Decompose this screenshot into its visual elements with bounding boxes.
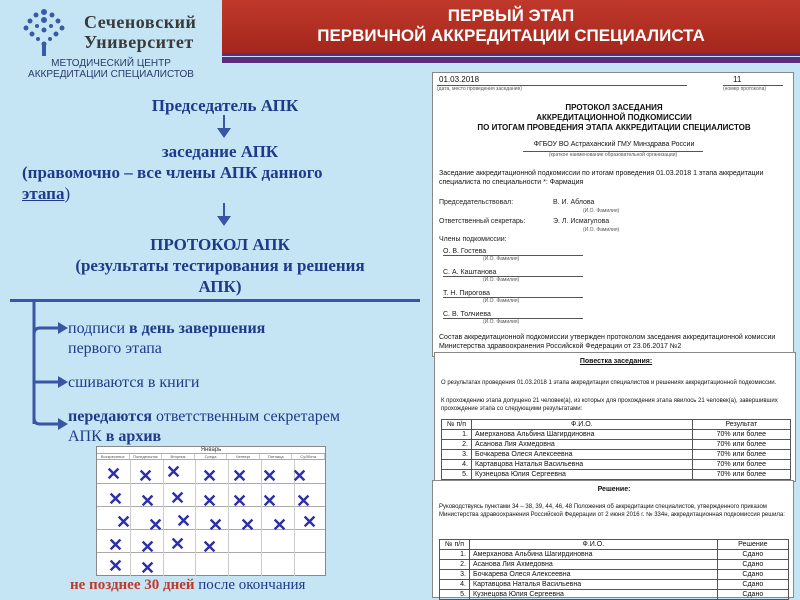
agenda-table-header xyxy=(442,420,791,430)
member-name: О. В. Гостева xyxy=(443,248,583,256)
calendar-cross-mark: ✕ xyxy=(108,489,124,509)
table-row xyxy=(442,450,791,460)
logo-subtitle xyxy=(4,58,218,80)
calendar-cross-mark: ✕ xyxy=(262,491,278,511)
member-caption: (И.О. Фамилия) xyxy=(483,298,520,304)
table-cell: Асанова Лия Ахмедовна xyxy=(472,440,693,450)
protocol-number: 11 xyxy=(733,75,742,84)
table-cell: 5. xyxy=(440,590,470,600)
calendar-cross-mark: ✕ xyxy=(232,491,248,511)
calendar-cross-mark: ✕ xyxy=(140,558,156,578)
archive-bold-verb: передаются xyxy=(68,408,153,425)
calendar-cross-mark: ✕ xyxy=(296,491,312,511)
protocol-line-2: (результаты тестирования и решения xyxy=(75,256,365,275)
member-caption: (И.О. Фамилия) xyxy=(483,319,520,325)
calendar-cross-mark: ✕ xyxy=(240,515,256,535)
protocol-number-caption xyxy=(723,85,783,92)
protocol-heading-3: ПО ИТОГАМ ПРОВЕДЕНИЯ ЭТАПА АККРЕДИТАЦИИ СПЕЦИАЛИСТОВ xyxy=(477,123,751,132)
table-cell: 1. xyxy=(442,430,472,440)
table-cell: Сдано xyxy=(717,570,788,580)
table-row xyxy=(440,550,789,560)
meeting-line-3 xyxy=(10,183,430,204)
protocol-date: 01.03.2018 xyxy=(439,75,480,84)
archive-apk: АПК xyxy=(68,428,106,445)
bullet-signatures-line-1 xyxy=(68,319,265,339)
deadline-bold: не позднее 30 дней xyxy=(70,577,195,593)
flow-arrowhead-2 xyxy=(217,216,231,226)
members-list xyxy=(443,248,583,332)
calendar-cross-mark: ✕ xyxy=(106,464,122,484)
table-cell: Амерханова Альбина Шагирдиновна xyxy=(472,430,693,440)
calendar-marks xyxy=(96,446,326,576)
calendar-weekday: Вторник xyxy=(162,454,195,459)
table-cell: 3. xyxy=(442,450,472,460)
table-header-cell: № п/п xyxy=(440,540,470,550)
protocol-org: ФГБОУ ВО Астраханский ГМУ Минздрава России xyxy=(533,141,695,148)
table-row xyxy=(442,430,791,440)
logo-sub-line-1: МЕТОДИЧЕСКИЙ ЦЕНТР xyxy=(51,58,171,69)
member-row xyxy=(443,311,583,332)
meeting-line-3-stage: этапа xyxy=(22,184,65,203)
table-cell: 5. xyxy=(442,470,472,480)
calendar-weekday: Понедельник xyxy=(130,454,163,459)
table-cell: 70% или более xyxy=(692,470,790,480)
agenda-table-body xyxy=(442,430,791,480)
table-header-cell: Решение xyxy=(717,540,788,550)
calendar-cross-mark: ✕ xyxy=(166,462,182,482)
table-cell: Кузнецова Юлия Сергеевна xyxy=(472,470,693,480)
bullet-archive-line-2 xyxy=(68,427,340,447)
table-row xyxy=(440,560,789,570)
table-cell: Бочкарева Олеся Алексеевна xyxy=(472,450,693,460)
meeting-line-2: (правомочно – все члены АПК данного xyxy=(22,163,323,182)
section-divider xyxy=(10,299,420,302)
protocol-date-caption-text: (дата, место проведения заседания) xyxy=(437,86,522,92)
table-row xyxy=(440,590,789,600)
calendar-cross-mark: ✕ xyxy=(272,515,288,535)
calendar-cross-mark: ✕ xyxy=(292,466,308,486)
table-cell: 70% или более xyxy=(692,450,790,460)
table-cell: Картавцова Наталья Васильевна xyxy=(472,460,693,470)
protocol-intro: Заседание аккредитационной подкомиссии по итогам проведения 01.03.2018 1 этапа аккредитации специалиста по специальности *: Фармация xyxy=(439,170,764,186)
table-header-cell: № п/п xyxy=(442,420,472,430)
flow-step-protocol xyxy=(10,234,430,297)
calendar-cross-mark: ✕ xyxy=(140,537,156,557)
calendar-cross-mark: ✕ xyxy=(202,537,218,557)
table-row xyxy=(440,570,789,580)
chair-caption: (И.О. Фамилия) xyxy=(583,208,620,214)
title-line-2: ПЕРВИЧНОЙ АККРЕДИТАЦИИ СПЕЦИАЛИСТА xyxy=(317,26,705,45)
table-row xyxy=(442,470,791,480)
member-row xyxy=(443,248,583,269)
calendar-cross-mark: ✕ xyxy=(202,491,218,511)
table-cell: Кузнецова Юлия Сергеевна xyxy=(470,590,718,600)
archive-text: ответственным секретарем xyxy=(152,408,341,425)
member-name: С. В. Толчиева xyxy=(443,311,583,319)
calendar-title: Январь xyxy=(97,447,325,454)
protocol-date-caption xyxy=(437,85,687,92)
calendar-cross-mark: ✕ xyxy=(202,466,218,486)
decision-table-header xyxy=(440,540,789,550)
slide-title xyxy=(222,0,800,56)
secretary-caption: (И.О. Фамилия) xyxy=(583,227,620,233)
flow-arrow-1 xyxy=(223,115,225,129)
table-cell: Бочкарева Олеся Алексеевна xyxy=(470,570,718,580)
table-cell: 70% или более xyxy=(692,440,790,450)
calendar-cross-mark: ✕ xyxy=(138,466,154,486)
flow-step-meeting xyxy=(10,141,430,204)
calendar-weekday: Воскресенье xyxy=(97,454,130,459)
agenda-text-2: К прохождению этапа допущено 21 человек(а), из которых для прохождения этапа явилось 21 человек(а), завершивших прохождение этапа со следующими результатами: xyxy=(441,398,778,412)
protocol-heading-1: ПРОТОКОЛ ЗАСЕДАНИЯ xyxy=(565,103,663,112)
member-caption: (И.О. Фамилия) xyxy=(483,277,520,283)
protocol-document xyxy=(432,72,794,357)
branch-arrows xyxy=(20,300,70,435)
protocol-number-caption-text: (номер протокола) xyxy=(723,86,767,92)
calendar-cross-mark: ✕ xyxy=(116,512,132,532)
table-cell: 2. xyxy=(442,440,472,450)
table-header-cell: Ф.И.О. xyxy=(470,540,718,550)
agenda-title: Повестка заседания: xyxy=(579,358,653,365)
calendar-weekday: Суббота xyxy=(292,454,325,459)
chair-label: Председательствовал: xyxy=(439,199,514,206)
protocol-heading-2: АККРЕДИТАЦИОННОЙ ПОДКОМИССИИ xyxy=(536,113,692,122)
calendar-cross-mark: ✕ xyxy=(262,466,278,486)
logo-sub-line-2: АККРЕДИТАЦИИ СПЕЦИАЛИСТОВ xyxy=(28,69,194,80)
table-cell: Асанова Лия Ахмедовна xyxy=(470,560,718,570)
table-cell: 3. xyxy=(440,570,470,580)
bullet-archive xyxy=(68,407,340,447)
bullet-bound-books: сшиваются в книги xyxy=(68,374,200,391)
member-row xyxy=(443,269,583,290)
calendar-cross-mark: ✕ xyxy=(232,466,248,486)
calendar-cross-mark: ✕ xyxy=(108,535,124,555)
title-line-1: ПЕРВЫЙ ЭТАП xyxy=(447,6,575,25)
agenda-document xyxy=(434,352,796,482)
bullet-signatures-line-2: первого этапа xyxy=(68,340,162,357)
calendar-weekday: Четверг xyxy=(227,454,260,459)
flow-arrowhead-1 xyxy=(217,128,231,138)
table-cell: 1. xyxy=(440,550,470,560)
protocol-heading xyxy=(433,103,795,133)
meeting-line-1: заседание АПК xyxy=(161,142,279,161)
flow-step-chair: Председатель АПК xyxy=(151,96,299,115)
bullet-archive-line-1 xyxy=(68,407,340,427)
archive-bold: в архив xyxy=(105,428,162,445)
signatures-bold: в день завершения xyxy=(129,320,266,337)
table-cell: 70% или более xyxy=(692,430,790,440)
decision-table-wrap xyxy=(439,539,789,600)
table-row xyxy=(442,440,791,450)
calendar-cross-mark: ✕ xyxy=(302,512,318,532)
table-cell: 70% или более xyxy=(692,460,790,470)
table-cell: Сдано xyxy=(717,560,788,570)
title-underline xyxy=(222,57,800,63)
table-cell: 4. xyxy=(440,580,470,590)
flow-arrow-2 xyxy=(223,203,225,217)
member-row xyxy=(443,290,583,311)
agenda-table-wrap xyxy=(441,419,791,480)
protocol-line-1: ПРОТОКОЛ АПК xyxy=(150,235,290,254)
chair-name: В. И. Аблова xyxy=(553,199,595,206)
table-row xyxy=(440,580,789,590)
calendar-weekday: Пятница xyxy=(260,454,293,459)
university-logo-icon xyxy=(10,6,78,58)
table-cell: Амерханова Альбина Шагирдиновна xyxy=(470,550,718,560)
decision-table-body xyxy=(440,550,789,600)
calendar-cross-mark: ✕ xyxy=(170,488,186,508)
member-caption: (И.О. Фамилия) xyxy=(483,256,520,262)
logo-name-line-1: Сеченовский xyxy=(84,12,197,32)
deadline-rest: после окончания xyxy=(194,577,306,593)
calendar-cross-mark: ✕ xyxy=(108,556,124,576)
decision-document xyxy=(432,480,794,598)
agenda-text-1: О результатах проведения 01.03.2018 1 этапа аккредитации специалистов и решениях аккредитационной подкомиссии. xyxy=(441,380,777,386)
calendar-weekday: Среда xyxy=(195,454,228,459)
members-label: Члены подкомиссии: xyxy=(439,236,507,243)
agenda-table xyxy=(441,419,791,480)
calendar-cross-mark: ✕ xyxy=(140,491,156,511)
table-header-cell: Ф.И.О. xyxy=(472,420,693,430)
member-name: Т. Н. Пирогова xyxy=(443,290,583,298)
decision-table xyxy=(439,539,789,600)
table-row xyxy=(442,460,791,470)
university-name xyxy=(84,12,196,52)
protocol-composition: Состав аккредитационной подкомиссии утвержден протоколом заседания аккредитационной комиссии Министерства здравоохранения Российской Федерации от 23.06.2017 №2 xyxy=(439,334,776,350)
protocol-org-caption: (краткое наименование образовательной организации) xyxy=(523,151,703,158)
logo-name-line-2: Университет xyxy=(84,32,194,52)
table-cell: Картавцова Наталья Васильевна xyxy=(470,580,718,590)
calendar-cross-mark: ✕ xyxy=(170,534,186,554)
bullet-signatures xyxy=(68,319,265,359)
member-name: С. А. Каштанова xyxy=(443,269,583,277)
secretary-name: Э. Л. Исмагулова xyxy=(553,218,610,225)
decision-title: Решение: xyxy=(597,486,631,493)
table-header-cell: Результат xyxy=(692,420,790,430)
calendar-cross-mark: ✕ xyxy=(208,515,224,535)
table-cell: 2. xyxy=(440,560,470,570)
table-cell: 4. xyxy=(442,460,472,470)
secretary-label: Ответственный секретарь: xyxy=(439,218,526,225)
decision-text: Руководствуясь пунктами 34 – 38, 39, 44, 46, 48 Положения об аккредитации специалистов, утвержденного приказом Министерства здравоохранения Российской Федерации от 2 июня 2016 г. № 334н, аккредитационная подкомиссия решила: xyxy=(439,504,785,518)
calendar-cross-mark: ✕ xyxy=(176,511,192,531)
table-cell: Сдано xyxy=(717,590,788,600)
table-cell: Сдано xyxy=(717,550,788,560)
calendar-cross-mark: ✕ xyxy=(148,515,164,535)
table-cell: Сдано xyxy=(717,580,788,590)
meeting-line-3-paren: ) xyxy=(64,184,71,203)
protocol-line-3: АПК) xyxy=(198,277,242,296)
deadline-note xyxy=(70,577,305,594)
signatures-text: подписи xyxy=(68,320,130,337)
